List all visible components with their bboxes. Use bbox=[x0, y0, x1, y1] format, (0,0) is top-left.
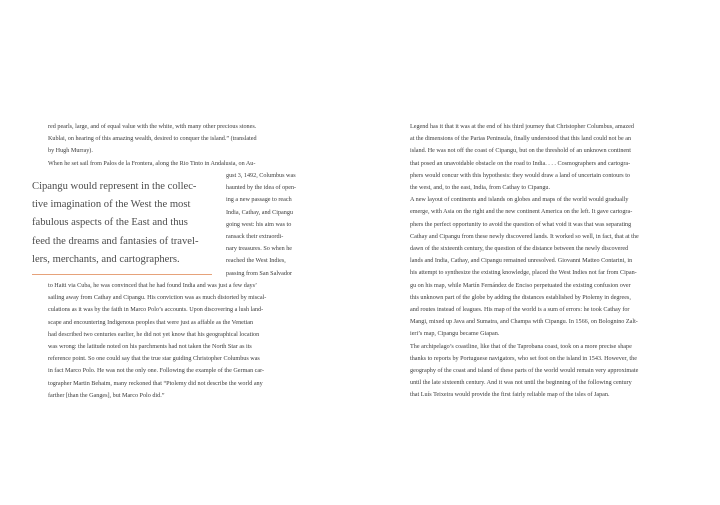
text-line: ing a new passage to reach bbox=[226, 197, 292, 204]
text-line: phers would concur with this hypothesis: they would draw a land of uncertain contours to bbox=[410, 172, 630, 179]
text-line: lands and India, Cathay, and Cipangu remained unresolved. Giovanni Matteo Contarini, in bbox=[410, 258, 633, 265]
text-line: the west, and, to the east, India, from Cathay to Cipangu. bbox=[410, 185, 551, 192]
text-line: that posed an unavoidable obstacle on the road to India. . . . Cosmographers and cartogra- bbox=[410, 160, 631, 167]
text-line: dawn of the sixteenth century, the question of the distance between the newly discovered bbox=[410, 246, 629, 253]
text-line: A new layout of continents and islands on globes and maps of the world would gradually bbox=[410, 197, 629, 204]
text-line: his attempt to synthesize the existing knowledge, placed the West Indies not far from Cipan- bbox=[410, 270, 637, 277]
left-bottom-text bbox=[48, 280, 328, 402]
text-line: ieri’s map, Cipangu became Giapan. bbox=[410, 331, 500, 338]
text-line: ransack their extraordi- bbox=[226, 234, 284, 241]
pull-quote bbox=[32, 178, 210, 269]
pull-quote-line: Cipangu would represent in the collec- bbox=[32, 181, 197, 192]
text-line: nary treasures. So when he bbox=[226, 246, 292, 253]
text-line: Legend has it that it was at the end of his third journey that Christopher Columbus, amazed bbox=[410, 124, 634, 130]
text-line: island. He was not off the coast of Cipangu, but on the threshold of an unknown continent bbox=[410, 148, 631, 155]
pull-quote-line: tive imagination of the West the most bbox=[32, 199, 191, 211]
pull-quote-line: feed the dreams and fantasies of travel- bbox=[32, 235, 199, 247]
text-line: phers the perfect opportunity to avoid the question of what void it was that was separating bbox=[410, 221, 632, 228]
text-line: gust 3, 1492, Columbus was bbox=[226, 173, 296, 179]
text-line: going west: his aim was to bbox=[226, 221, 292, 228]
text-line: was wrong: the latitude noted on his parchments had not taken the North Star as its bbox=[48, 344, 252, 351]
left-top-text bbox=[48, 121, 328, 170]
text-line: When he set sail from Palos de la Frontera, along the Rio Tinto in Andalusia, on Au- bbox=[48, 160, 256, 167]
text-line: geography of the coast and island of these parts of the world would remain very approximate bbox=[410, 368, 639, 375]
right-page bbox=[360, 0, 720, 505]
text-line: thanks to reports by Portuguese navigators, who set foot on the island in 1543. However, the bbox=[410, 355, 637, 362]
text-line: and routes instead of leagues. His map of the world is a sum of errors: he took Cathay for bbox=[410, 307, 630, 314]
text-line: that Luís Teixeira would provide the first fairly reliable map of the isles of Japan. bbox=[410, 392, 610, 399]
text-line: by Hugh Murray). bbox=[48, 148, 93, 155]
right-text bbox=[410, 121, 680, 402]
text-line: culations as it was by the faith in Marco Polo’s accounts. Upon discovering a lush land- bbox=[48, 307, 264, 314]
text-line: Mangi, mixed up Java and Sumatra, and Champa with Cipangu. In 1566, on Bolognino Zalt- bbox=[410, 319, 638, 326]
text-line: to Haiti via Cuba, he was convinced that he had found India and was just a few days’ bbox=[48, 283, 258, 289]
left-narrow-column bbox=[226, 170, 328, 280]
text-line: passing from San Salvador bbox=[226, 270, 293, 277]
text-line: gu on his map, while Martín Fernández de Enciso perpetuated the existing confusion over bbox=[410, 282, 631, 289]
text-line: red pearls, large, and of equal value with the white, with many other precious stones. bbox=[48, 124, 257, 130]
text-line: scape and encountering Indigenous peoples that were just as affable as the Venetian bbox=[48, 319, 254, 326]
text-line: until the late sixteenth century. And it was not until the beginning of the following century bbox=[410, 380, 632, 387]
text-line: haunted by the idea of open- bbox=[226, 185, 297, 192]
text-line: tographer Martin Behaim, many reckoned that “Ptolemy did not describe the world any bbox=[48, 380, 263, 387]
pull-quote-line: fabulous aspects of the East and thus bbox=[32, 217, 188, 229]
text-line: had described two centuries earlier, he did not yet know that his geographical location bbox=[48, 331, 260, 338]
text-line: at the dimensions of the Parias Peninsula, finally understood that this land could not be an bbox=[410, 136, 632, 143]
text-line: Kublai, on hearing of this amazing wealth, desired to conquer the island.” (translated bbox=[48, 136, 257, 143]
text-line: sailing away from Cathay and Cipangu. His conviction was as much distorted by miscal- bbox=[48, 295, 267, 302]
text-line: Cathay and Cipangu from these newly discovered lands. It worked so well, in fact, that at the bbox=[410, 233, 639, 240]
text-line: The archipelago’s coastline, like that of the Taprobana coast, took on a more precise shape bbox=[410, 343, 632, 350]
text-line: India, Cathay, and Cipangu bbox=[226, 209, 293, 216]
text-line: reached the West Indies, bbox=[226, 258, 286, 265]
text-line: farther [than the Ganges], but Marco Polo did.” bbox=[48, 392, 165, 399]
text-line: reference point. So one could say that the true star guiding Christopher Columbus was bbox=[48, 356, 260, 363]
text-line: emerge, with Asia on the right and the new continent America on the left. It gave cartogra- bbox=[410, 209, 633, 216]
text-line: this unknown part of the globe by adding the distances established by Ptolemy in degrees, bbox=[410, 294, 631, 301]
pull-quote-line: lers, merchants, and cartographers. bbox=[32, 253, 180, 265]
pull-quote-rule bbox=[32, 274, 212, 275]
text-line: in fact Marco Polo. He was not the only one. Following the example of the German car- bbox=[48, 368, 265, 375]
